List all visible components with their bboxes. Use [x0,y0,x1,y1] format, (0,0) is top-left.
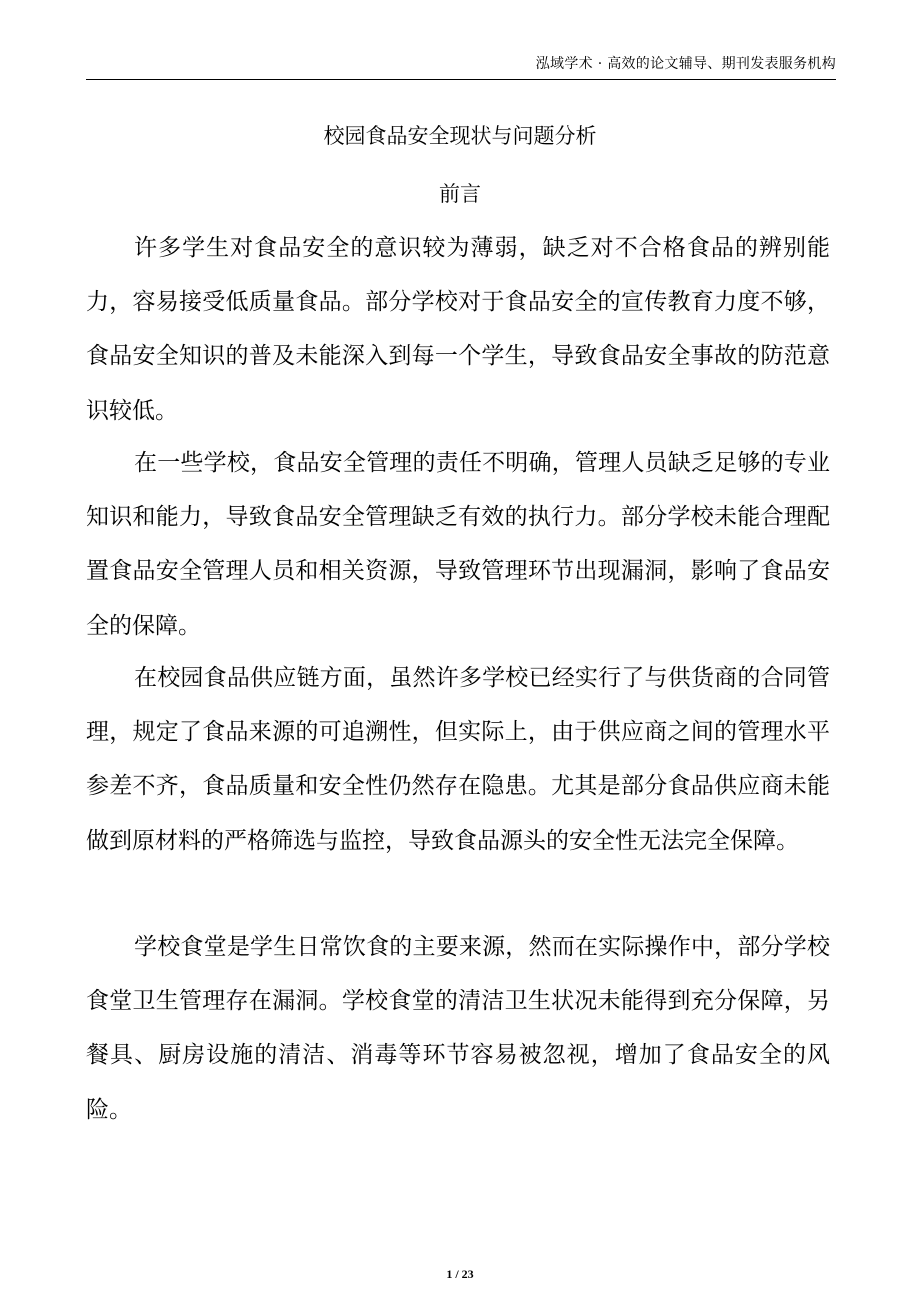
section-heading: 前言 [439,182,481,206]
body-paragraph-4: 学校食堂是学生日常饮食的主要来源，然而在实际操作中，部分学校食堂卫生管理存在漏洞。学校食堂的清洁卫生状况未能得到充分保障，另餐具、厨房设施的清洁、消毒等环节容易被忽视，增加了食品安全的风险。 [86,934,830,1123]
body-paragraph-2: 在一些学校，食品安全管理的责任不明确，管理人员缺乏足够的专业知识和能力，导致食品安全管理缺乏有效的执行力。部分学校未能合理配置食品安全管理人员和相关资源，导致管理环节出现漏洞，影响了食品安全的保障。 [86,450,830,639]
body-paragraph-3: 在校园食品供应链方面，虽然许多学校已经实行了与供货商的合同管理，规定了食品来源的可追溯性，但实际上，由于供应商之间的管理水平参差不齐，食品质量和安全性仍然存在隐患。尤其是部分食品供应商未能做到原材料的严格筛选与监控，导致食品源头的安全性无法完全保障。 [86,665,830,854]
body-paragraph-1: 许多学生对食品安全的意识较为薄弱，缺乏对不合格食品的辨别能力，容易接受低质量食品。部分学校对于食品安全的宣传教育力度不够，食品安全知识的普及未能深入到每一个学生，导致食品安全事故的防范意识较低。 [86,235,830,424]
page-header [86,31,836,80]
page-number: 1 / 23 [446,1267,474,1281]
document-title: 校园食品安全现状与问题分析 [323,124,597,148]
header-text: 泓域学术 · 高效的论文辅导、期刊发表服务机构 [535,56,836,72]
